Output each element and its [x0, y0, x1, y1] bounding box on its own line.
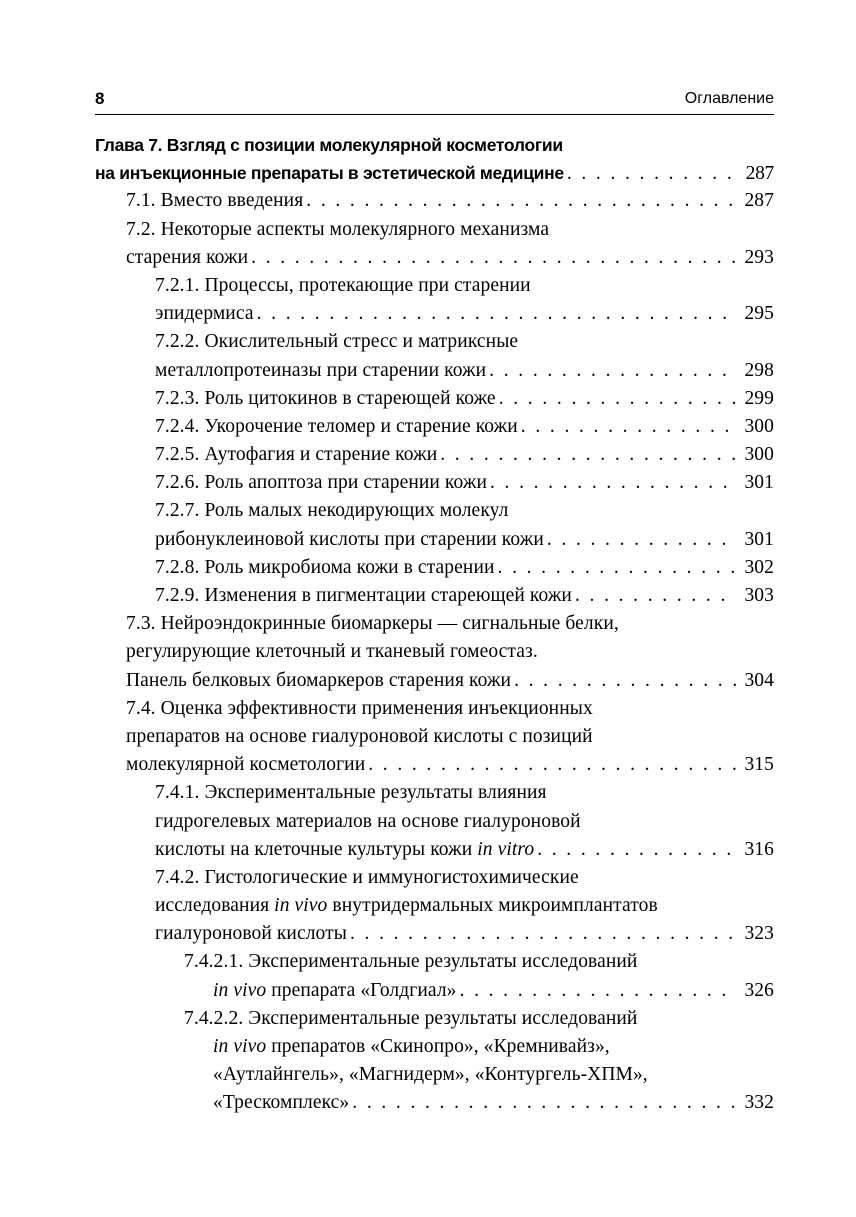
dot-leader	[257, 300, 736, 328]
toc-page-number: 332	[744, 1092, 774, 1114]
page-number: 8	[95, 89, 105, 108]
toc-page-number: 302	[744, 556, 774, 578]
table-of-contents	[95, 131, 774, 1118]
toc-page-number: 301	[744, 528, 774, 550]
toc-entry-line: исследования in vivo внутридермальных микроимплантатов	[155, 895, 658, 917]
toc-entry-line: 7.4. Оценка эффективности применения инъекционных	[126, 697, 593, 719]
toc-entry-7-2[interactable]	[95, 244, 774, 272]
toc-page-number: 287	[744, 190, 774, 212]
dot-leader	[440, 441, 736, 469]
toc-page-number: 301	[744, 472, 774, 494]
toc-page-number: 315	[744, 754, 774, 776]
dot-leader	[368, 751, 736, 779]
toc-entry-7-4[interactable]	[95, 751, 774, 779]
toc-entry-text: 7.2.8. Роль микробиома кожи в старении	[155, 556, 495, 578]
toc-chapter-title-line: Глава 7. Взгляд с позиции молекулярной косметологии	[95, 135, 563, 155]
dot-leader	[567, 160, 736, 188]
toc-page-number: 287	[745, 163, 774, 185]
toc-entry-text: 7.2.9. Изменения в пигментации стареющей кожи	[155, 585, 572, 606]
toc-entry-text: гиалуроновой кислоты	[155, 923, 347, 945]
toc-page-number: 299	[744, 387, 774, 409]
toc-page-number: 298	[744, 359, 774, 381]
dot-leader	[499, 385, 736, 413]
toc-entry-text: 7.2.3. Роль цитокинов в стареющей коже	[155, 387, 496, 409]
toc-entry-text: Панель белковых биомаркеров старения кожи	[126, 669, 512, 691]
toc-entry-line: 7.2.7. Роль малых некодирующих молекул	[155, 500, 509, 522]
toc-entry-text: старения кожи	[126, 246, 249, 268]
toc-page-number: 323	[744, 923, 774, 945]
dot-leader	[547, 526, 736, 554]
toc-entry-line: гидрогелевых материалов на основе гиалуроновой	[155, 810, 581, 832]
toc-entry-7-2-6[interactable]	[95, 469, 774, 497]
dot-leader	[537, 836, 736, 864]
toc-entry-text: 7.2.5. Аутофагия и старение кожи	[155, 444, 438, 466]
toc-entry-7-2-9[interactable]	[95, 582, 774, 610]
dot-leader	[498, 554, 736, 582]
toc-page-number: 316	[744, 838, 774, 860]
toc-entry-line: «Аутлайнгель», «Магнидерм», «Контургель-ХПМ»,	[213, 1064, 648, 1086]
toc-page-number: 300	[744, 444, 774, 466]
toc-entry-text: рибонуклеиновой кислоты при старении кожи	[155, 528, 544, 550]
toc-entry-7-2-5[interactable]	[95, 441, 774, 469]
toc-entry-7-4-2-2[interactable]	[95, 1089, 774, 1117]
toc-entry-7-4-2-1[interactable]	[95, 977, 774, 1005]
toc-entry-line: 7.3. Нейроэндокринные биомаркеры — сигнальные белки,	[126, 613, 619, 635]
dot-leader	[489, 357, 736, 385]
toc-entry-line: 7.4.2.1. Экспериментальные результаты исследований	[184, 951, 638, 973]
toc-entry-7-2-8[interactable]	[95, 554, 774, 582]
toc-entry-text: на инъекционные препараты в эстетической медицине	[95, 163, 564, 184]
toc-page-number: 304	[744, 669, 774, 691]
dot-leader	[352, 1089, 736, 1117]
toc-entry-chapter-7[interactable]	[95, 159, 774, 187]
toc-entry-text: 7.2.4. Укорочение теломер и старение кожи	[155, 415, 518, 437]
toc-entry-text: кислоты на клеточные культуры кожи in vitro	[155, 838, 535, 860]
toc-entry-line: препаратов на основе гиалуроновой кислоты с позиций	[126, 725, 593, 747]
toc-entry-7-2-7[interactable]	[95, 526, 774, 554]
toc-page-number: 295	[744, 303, 774, 325]
toc-entry-line: 7.2. Некоторые аспекты молекулярного механизма	[126, 218, 550, 240]
running-title: Оглавление	[684, 90, 774, 107]
toc-entry-line: 7.2.1. Процессы, протекающие при старении	[155, 274, 531, 296]
toc-entry-7-3[interactable]	[95, 667, 774, 695]
toc-entry-text: «Трескомплекс»	[213, 1092, 350, 1114]
dot-leader	[521, 413, 736, 441]
toc-entry-line: 7.4.2. Гистологические и иммуногистохимические	[155, 866, 579, 888]
toc-entry-text: эпидермиса	[155, 303, 254, 325]
dot-leader	[490, 469, 736, 497]
toc-page-number: 326	[744, 979, 774, 1001]
toc-entry-line: in vivo препаратов «Скинопро», «Кремнивайз»,	[213, 1036, 610, 1057]
toc-page-number: 300	[744, 415, 774, 437]
dot-leader	[575, 582, 736, 610]
dot-leader	[306, 187, 736, 215]
running-header	[95, 88, 774, 115]
dot-leader	[251, 244, 736, 272]
toc-entry-text: металлопротеиназы при старении кожи	[155, 359, 487, 381]
dot-leader	[514, 667, 736, 695]
toc-entry-text: молекулярной косметологии	[126, 754, 366, 776]
toc-entry-7-2-1[interactable]	[95, 300, 774, 328]
toc-entry-7-4-2[interactable]	[95, 920, 774, 948]
toc-entry-text: in vivo препарата «Голдгиал»	[213, 979, 457, 1001]
toc-entry-7-2-4[interactable]	[95, 413, 774, 441]
toc-entry-text: 7.1. Вместо введения	[126, 190, 304, 212]
toc-entry-7-2-3[interactable]	[95, 385, 774, 413]
toc-entry-7-1[interactable]	[95, 187, 774, 215]
toc-entry-line: 7.2.2. Окислительный стресс и матриксные	[155, 331, 519, 353]
toc-entry-7-2-2[interactable]	[95, 357, 774, 385]
toc-entry-line: 7.4.2.2. Экспериментальные результаты исследований	[184, 1007, 638, 1029]
toc-entry-text: 7.2.6. Роль апоптоза при старении кожи	[155, 472, 487, 494]
dot-leader	[460, 977, 736, 1005]
toc-entry-7-4-1[interactable]	[95, 836, 774, 864]
toc-entry-line: 7.4.1. Экспериментальные результаты влияния	[155, 782, 547, 804]
dot-leader	[350, 920, 736, 948]
toc-entry-line: регулирующие клеточный и тканевый гомеостаз.	[126, 641, 538, 663]
toc-page-number: 303	[744, 585, 774, 606]
toc-page-number: 293	[744, 246, 774, 268]
